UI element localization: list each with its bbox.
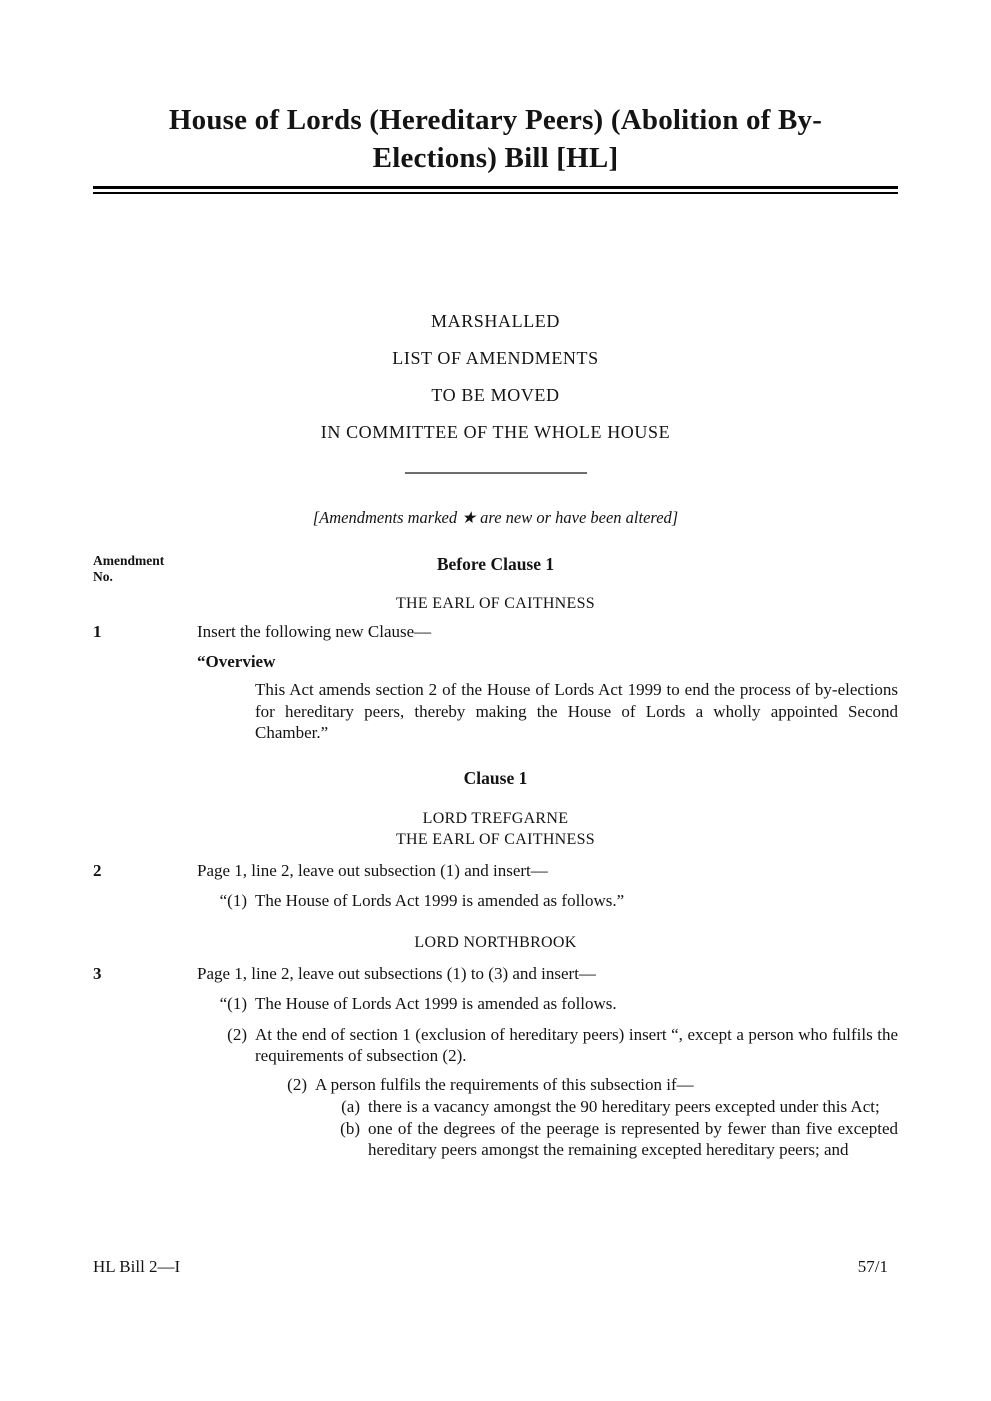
amendment-instruction: Page 1, line 2, leave out subsection (1) and insert— [197,860,548,880]
sub-item-text: The House of Lords Act 1999 is amended as follows. [255,994,617,1013]
sub-item-label: “(1) [219,994,247,1013]
amendment-2-item-1 [197,890,898,912]
header-row [93,553,898,586]
document-title-line-1: House of Lords (Hereditary Peers) (Abolition of By- [168,104,823,136]
sponsor-name: LORD NORTHBROOK [414,933,577,951]
amendment-2 [93,860,898,882]
masthead-line-marshalled: MARSHALLED [430,311,560,331]
sub-item-label: (2) [287,1074,307,1094]
amendment-number: 2 [93,860,102,880]
sub-item-text: The House of Lords Act 1999 is amended as follows.” [255,891,625,910]
masthead-line-to-be-moved: TO BE MOVED [431,385,560,405]
amendment-no-column-header [93,553,164,585]
amendment-3-item-2-2-a [317,1096,898,1118]
amendment-1 [93,621,898,643]
sponsor-name: LORD TREFGARNE [422,809,569,827]
document-title [93,101,898,177]
sub-item-text: one of the degrees of the peerage is represented by fewer than five excepted hereditary peers amongst the remaining excepted hereditary peers; and [368,1118,898,1159]
amendment-instruction: Page 1, line 2, leave out subsections (1) to (3) and insert— [197,963,596,983]
amendment-3-item-2-2 [260,1074,898,1096]
new-clause-heading: “Overview [197,651,276,671]
masthead-line-list-of-amendments: LIST OF AMENDMENTS [392,348,599,368]
masthead-line-committee: IN COMMITTEE OF THE WHOLE HOUSE [320,422,671,442]
amendment-3-item-2-2-b [317,1118,898,1161]
sub-item-text: At the end of section 1 (exclusion of hereditary peers) insert “, except a person who fulfils the requirements of subsection (2). [255,1024,898,1065]
section-heading-clause-1: Clause 1 [463,767,528,788]
document-title-line-2: Elections) Bill [HL] [372,142,619,174]
amendment-3-item-2 [197,1024,898,1067]
sponsor-name: THE EARL OF CAITHNESS [395,595,596,612]
amendment-3-item-1 [197,993,898,1015]
new-clause-body: This Act amends section 2 of the House of Lords Act 1999 to end the process of by-elections for hereditary peers, thereby making the House of Lords a wholly appointed Second Chamber.” [255,680,898,742]
amendment-no-header-line-1: Amendment [93,553,165,568]
sub-item-label: “(1) [219,891,247,910]
page-footer [93,1256,898,1278]
footer-bill-number: HL Bill 2—I [93,1257,181,1276]
footer-serial-number: 57/1 [857,1257,888,1276]
sub-item-label: (b) [340,1118,360,1138]
separator-rule [405,472,587,474]
sub-item-label: (a) [341,1097,360,1116]
masthead [93,303,898,451]
sub-item-text: there is a vacancy amongst the 90 hereditary peers excepted under this Act; [368,1097,880,1116]
sub-item-text: A person fulfils the requirements of this subsection if— [315,1074,694,1094]
title-double-rule [93,186,898,194]
amendment-no-header-line-2: No. [93,569,113,584]
section-heading-before-clause-1: Before Clause 1 [436,554,555,574]
sponsor-name: THE EARL OF CAITHNESS [395,830,596,848]
amendment-number: 1 [93,622,102,641]
amendments-note: [Amendments marked ★ are new or have been altered] [312,508,679,527]
amendment-instruction: Insert the following new Clause— [197,622,432,641]
amendment-3 [93,963,898,985]
amendment-number: 3 [93,963,102,983]
sub-item-label: (2) [227,1024,247,1044]
